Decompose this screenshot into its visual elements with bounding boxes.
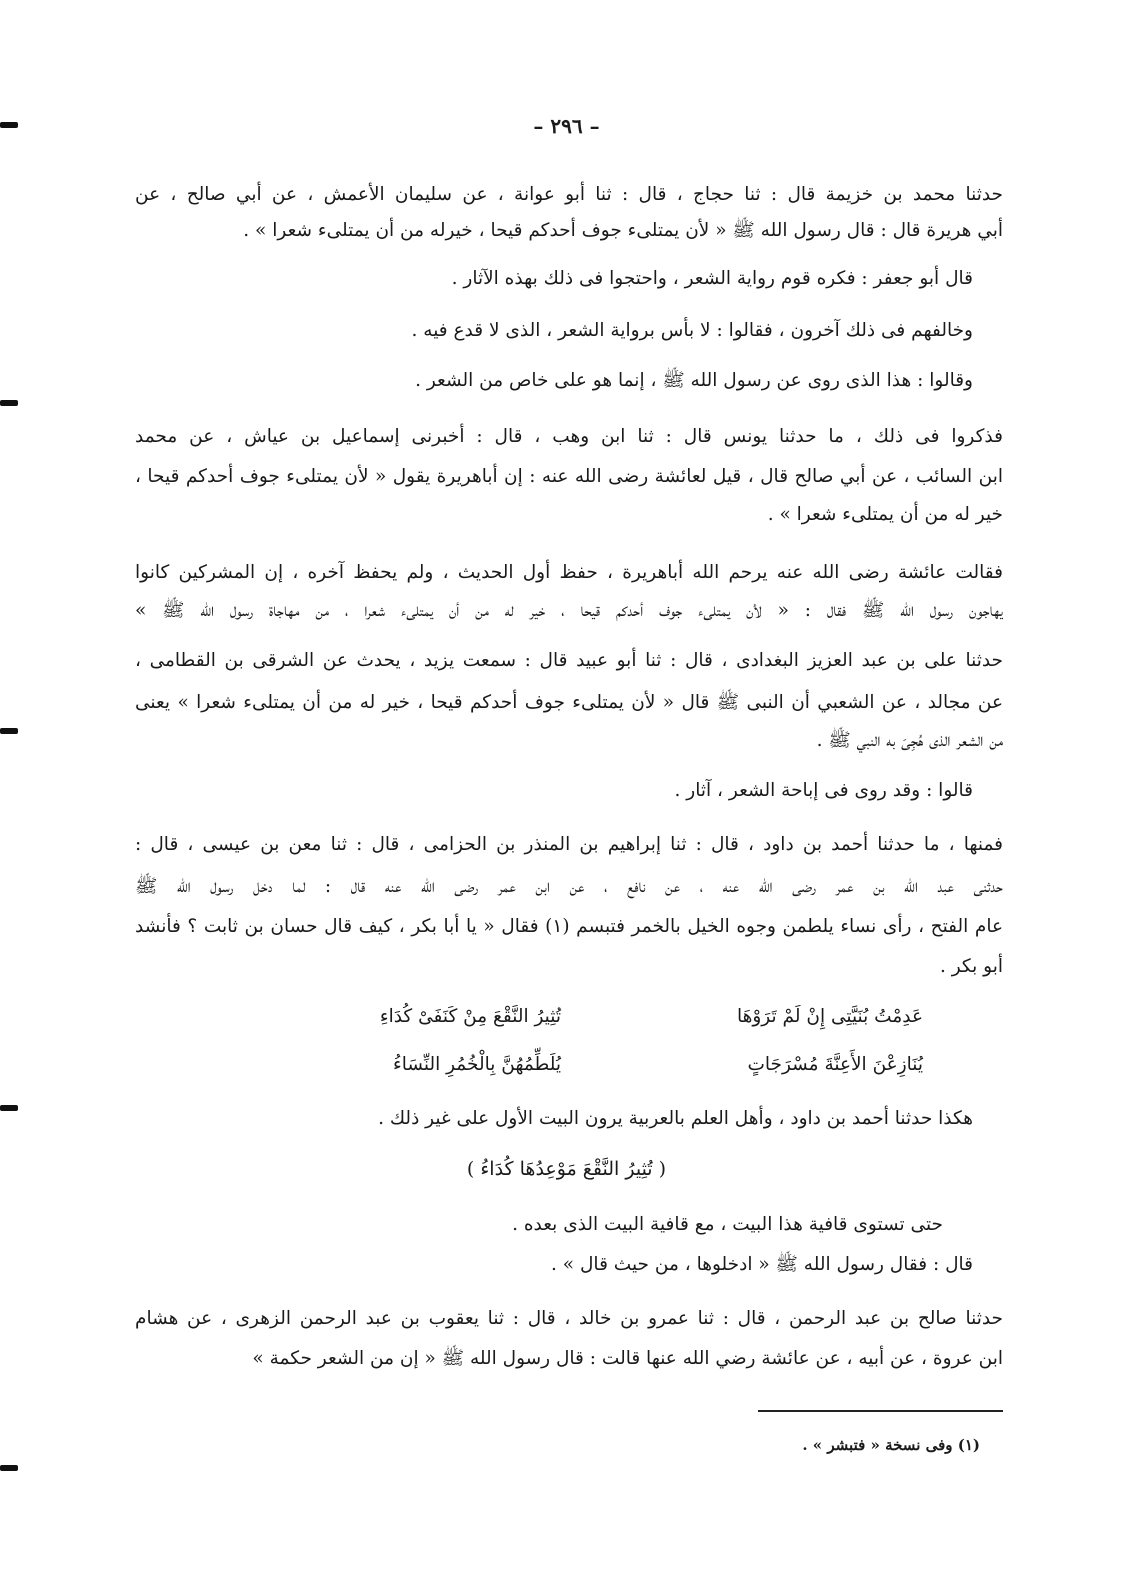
text-line: هكذا حدثنا أحمد بن داود ، وأهل العلم بالعربية يرون البيت الأول على غير ذلك .: [378, 1108, 973, 1129]
text-line: يهاجون رسول الله ﷺ فقال : « لأن يمتلىء جوف أحدكم قيحا ، خير له من أن يمتلىء شعرا ، من مهاجاة رسول الله ﷺ »: [135, 600, 1003, 621]
scan-edge-mark: [0, 728, 18, 734]
text-line: عن مجالد ، عن الشعبي أن النبى ﷺ قال « لأن يمتلىء جوف أحدكم قيحا ، خير له من أن يمتلىء شعرا » يعنى: [135, 692, 1003, 713]
scan-edge-mark: [0, 1465, 18, 1471]
text-line: قال أبو جعفر : فكره قوم رواية الشعر ، واحتجوا فى ذلك بهذه الآثار .: [451, 268, 973, 289]
text-line: حدثنا على بن عبد العزيز البغدادى ، قال : ثنا أبو عبيد قال : سمعت يزيد ، يحدث عن الشرقى بن القطامى ،: [135, 650, 1003, 671]
text-line: خير له من أن يمتلىء شعرا » .: [767, 504, 1003, 525]
verse-hemistich: تُثِيرُ النَّقْعَ مِنْ كَنَفَىْ كُدَاءِ: [379, 1006, 561, 1027]
text-line: أبو بكر .: [939, 956, 1003, 977]
text-line: أبي هريرة قال : قال رسول الله ﷺ « لأن يمتلىء جوف أحدكم قيحا ، خيرله من أن يمتلىء شعرا » .: [243, 220, 1003, 241]
text-line: فمنها ، ما حدثنا أحمد بن داود ، قال : ثنا إبراهيم بن المنذر بن الحزامى ، قال : ثنا معن بن عيسى ، قال :: [135, 834, 1003, 855]
text-line: حدثنى عبد الله بن عمر رضى الله عنه ، عن نافع ، عن ابن عمر رضى الله عنه قال : لما دخل رسول الله ﷺ: [135, 876, 1003, 897]
verse-hemistich: عَدِمْتُ بُنَيَّتِى إِنْ لَمْ تَرَوْهَا: [736, 1006, 923, 1027]
text-line: من الشعر الذى هُجِىَ به النبي ﷺ .: [816, 730, 1003, 751]
text-line: قالوا : وقد روى فى إباحة الشعر ، آثار .: [674, 780, 973, 801]
text-line: ابن عروة ، عن أبيه ، عن عائشة رضي الله عنها قالت : قال رسول الله ﷺ « إن من الشعر حكمة »: [252, 1348, 1003, 1369]
text-line: وقالوا : هذا الذى روى عن رسول الله ﷺ ، إنما هو على خاص من الشعر .: [415, 370, 973, 391]
page-number: – ٢٩٦ –: [533, 114, 600, 138]
text-line: قال : فقال رسول الله ﷺ « ادخلوها ، من حيث قال » .: [551, 1254, 973, 1275]
text-line: فذكروا فى ذلك ، ما حدثنا يونس قال : ثنا ابن وهب ، قال : أخبرنى إسماعيل بن عياش ، عن محمد: [135, 426, 1003, 447]
verse-hemistich: يُلَطِّمُهُنَّ بِالْخُمُرِ النِّسَاءُ: [393, 1054, 561, 1075]
footnote: (١) وفى نسخة « فتبشر » .: [802, 1436, 980, 1454]
text-line: حدثنا صالح بن عبد الرحمن ، قال : ثنا عمرو بن خالد ، قال : ثنا يعقوب بن عبد الرحمن الزهرى ، عن هشام: [135, 1308, 1003, 1329]
footnote-rule: [758, 1410, 1003, 1412]
text-line: حدثنا محمد بن خزيمة قال : ثنا حجاج ، قال : ثنا أبو عوانة ، عن سليمان الأعمش ، عن أبي صالح ، عن: [135, 184, 1003, 205]
text-line: حتى تستوى قافية هذا البيت ، مع قافية البيت الذى بعده .: [512, 1214, 943, 1235]
verse-variant: ( تُثِيرُ النَّقْعَ مَوْعِدُهَا كُدَاءُ ): [466, 1158, 667, 1180]
text-line: عام الفتح ، رأى نساء يلطمن وجوه الخيل بالخمر فتبسم (١) فقال « يا أبا بكر ، كيف قال حسان بن ثابت ؟ فأنشد: [135, 916, 1003, 937]
scan-edge-mark: [0, 400, 18, 406]
text-line: فقالت عائشة رضى الله عنه يرحم الله أباهريرة ، حفظ أول الحديث ، ولم يحفظ آخره ، إن المشركين كانوا: [135, 562, 1003, 583]
text-line: ابن السائب ، عن أبي صالح قال ، قيل لعائشة رضى الله عنه : إن أباهريرة يقول « لأن يمتلىء جوف أحدكم قيحا ،: [135, 466, 1003, 487]
verse-hemistich: يُنَازِعْنَ الأَعِنَّةَ مُسْرَجَاتٍ: [747, 1054, 923, 1075]
scan-edge-mark: [0, 1105, 18, 1111]
text-line: وخالفهم فى ذلك آخرون ، فقالوا : لا بأس برواية الشعر ، الذى لا قدع فيه .: [411, 320, 973, 341]
